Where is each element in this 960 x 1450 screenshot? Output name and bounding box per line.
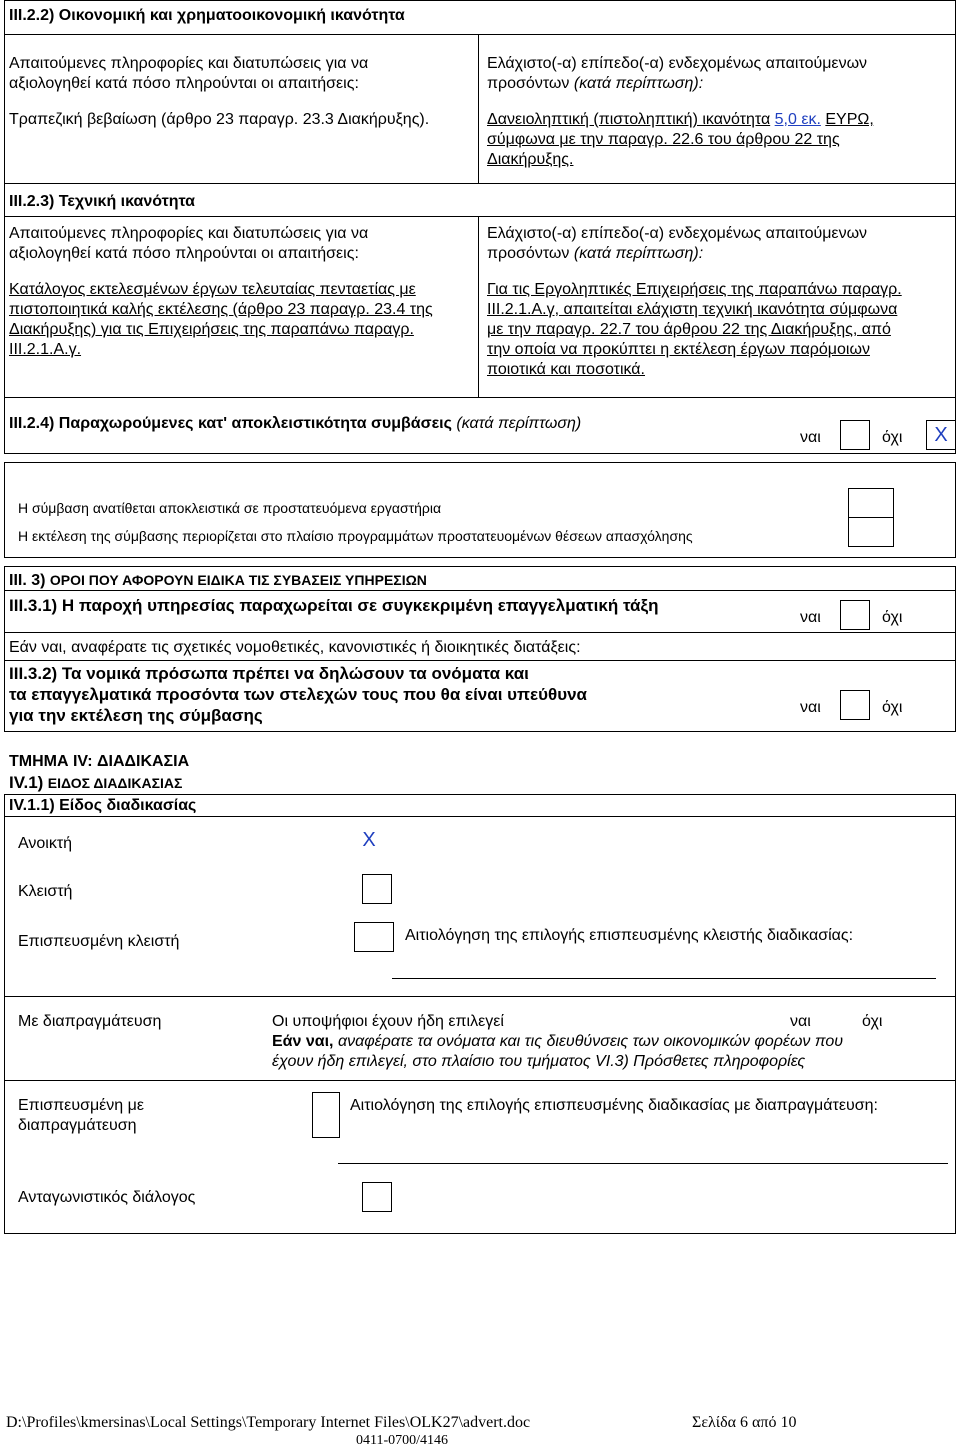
q332-text: III.3.2) Τα νομικά πρόσωπα πρέπει να δηλώσουν τα ονόματα και bbox=[9, 664, 529, 683]
min-level-label: Ελάχιστο(-α) επίπεδο(-α) ενδεχομένως απαιτούμενων bbox=[487, 225, 868, 242]
divider bbox=[4, 632, 956, 633]
technical-capacity-text: με την παραγρ. 22.7 του άρθρου 22 της Διακήρυξης, από bbox=[487, 321, 891, 338]
technical-capacity-text: Για τις Εργοληπτικές Επιχειρήσεις της παραπάνω παραγρ. bbox=[487, 281, 902, 298]
no-label: όχι bbox=[882, 699, 903, 716]
yes-label: ναι bbox=[800, 699, 821, 716]
no-label: όχι bbox=[862, 1013, 883, 1030]
yes-label: ναι bbox=[800, 609, 821, 626]
if-yes-provisions-text: Εάν ναι, αναφέρατε τις σχετικές νομοθετικές, κανονιστικές ή διοικητικές διατάξεις: bbox=[9, 639, 581, 656]
works-list-text: πιστοποιητικά καλής εκτέλεσης (άρθρο 23 παραγρ. 23.4 της bbox=[9, 301, 433, 318]
q332-text: για την εκτέλεση της σύμβασης bbox=[9, 706, 263, 725]
technical-capacity-text: ποιοτικά και ποσοτικά. bbox=[487, 361, 645, 378]
section-4-title: ΤΜΗΜΑ IV: ΔΙΑΔΙΚΑΣΙΑ bbox=[9, 753, 190, 770]
requirements-label: Απαιτούμενες πληροφορίες και διατυπώσεις για να bbox=[9, 225, 369, 242]
divider bbox=[4, 590, 956, 591]
restricted-procedure-checkbox[interactable] bbox=[362, 874, 392, 904]
no-checkbox[interactable]: X bbox=[926, 420, 956, 450]
footer-code: 0411-0700/4146 bbox=[356, 1433, 449, 1448]
open-procedure-label: Ανοικτή bbox=[18, 835, 73, 852]
yes-label: ναι bbox=[790, 1013, 811, 1030]
technical-capacity-text: ΙΙΙ.2.1.Α.γ, απαιτείται ελάχιστη τεχνική ικανότητα σύμφωνα bbox=[487, 301, 898, 318]
workshop-text-1: Η σύμβαση ανατίθεται αποκλειστικά σε προστατευόμενα εργαστήρια bbox=[18, 500, 442, 516]
section-41-heading: IV.1) ΕΙΔΟΣ ΔΙΑΔΙΚΑΣΙΑΣ bbox=[9, 773, 183, 792]
q332-text: τα επαγγελματικά προσόντα των στελεχών τους που θα είναι υπεύθυνα bbox=[9, 685, 587, 704]
borrowing-capacity-text: σύμφωνα με την παραγρ. 22.6 του άρθρου 22 της bbox=[487, 131, 840, 148]
divider bbox=[478, 34, 479, 184]
negotiated-label: Με διαπραγμάτευση bbox=[18, 1013, 162, 1030]
min-level-label: Ελάχιστο(-α) επίπεδο(-α) ενδεχομένως απαιτούμενων bbox=[487, 55, 868, 72]
footer-file-path: D:\Profiles\kmersinas\Local Settings\Temporary Internet Files\OLK27\advert.doc bbox=[6, 1414, 531, 1431]
section-33-heading: III. 3) ΟΡΟΙ ΠΟΥ ΑΦΟΡΟΥΝ ΕΙΔΙΚΑ ΤΙΣ ΣΥΒΑΣΕΙΣ ΥΠΗΡΕΣΙΩΝ bbox=[9, 572, 427, 589]
works-list-text: Διακήρυξης) για τις Επιχειρήσεις της παραπάνω παραγρ. bbox=[9, 321, 414, 338]
bank-certificate-text: Τραπεζική βεβαίωση (άρθρο 23 παραγρ. 23.3 Διακήρυξης). bbox=[9, 111, 430, 128]
technical-capacity-text: την οποία να προκύπτει η εκτέλεση έργων παρόμοιων bbox=[487, 341, 870, 358]
divider bbox=[4, 660, 956, 661]
requirements-label: αξιολογηθεί κατά πόσο πληρούνται οι απαιτήσεις: bbox=[9, 75, 359, 92]
works-list-text: Κατάλογος εκτελεσμένων έργων τελευταίας πενταετίας με bbox=[9, 281, 416, 298]
if-yes-names-text: έχουν ήδη επιλεγεί, στο πλαίσιο του τμήματος VI.3) Πρόσθετες πληροφορίες bbox=[272, 1053, 806, 1070]
if-yes-names-text: Εάν ναι, αναφέρατε τα ονόματα και τις διευθύνσεις των οικονομικών φορέων που bbox=[272, 1033, 844, 1050]
borrowing-capacity-text: Δανειοληπτική (πιστοληπτική) ικανότητα 5,0 εκ. ΕΥΡΩ, bbox=[487, 111, 874, 128]
workshop-checkbox-2[interactable] bbox=[848, 517, 894, 547]
restricted-procedure-label: Κλειστή bbox=[18, 883, 73, 900]
q331-text: III.3.1) Η παροχή υπηρεσίας παραχωρείται σε συγκεκριμένη επαγγελματική τάξη bbox=[9, 596, 659, 615]
q331-yes-checkbox[interactable] bbox=[840, 600, 870, 630]
yes-checkbox[interactable] bbox=[840, 420, 870, 450]
divider bbox=[4, 816, 956, 817]
reason-line bbox=[392, 978, 936, 979]
workshop-text-2: Η εκτέλεση της σύμβασης περιορίζεται στο πλαίσιο προγραμμάτων προστατευομένων θέσεων απασχόλησης bbox=[18, 528, 693, 544]
yes-label: ναι bbox=[800, 429, 821, 446]
footer-page-number: Σελίδα 6 από 10 bbox=[692, 1414, 797, 1431]
accelerated-negotiated-reason: Αιτιολόγηση της επιλογής επισπευσμένης διαδικασίας με διαπραγμάτευση: bbox=[350, 1097, 878, 1114]
competitive-dialogue-label: Ανταγωνιστικός διάλογος bbox=[18, 1189, 196, 1206]
requirements-label: αξιολογηθεί κατά πόσο πληρούνται οι απαιτήσεις: bbox=[9, 245, 359, 262]
section-323-heading: III.2.3) Τεχνική ικανότητα bbox=[9, 193, 196, 210]
divider bbox=[4, 34, 956, 35]
open-procedure-checkbox[interactable]: X bbox=[354, 826, 384, 856]
accelerated-restricted-reason: Αιτιολόγηση της επιλογής επισπευσμένης κλειστής διαδικασίας: bbox=[405, 927, 854, 944]
divider bbox=[4, 216, 956, 217]
accelerated-restricted-checkbox[interactable] bbox=[354, 922, 394, 952]
divider bbox=[4, 996, 956, 997]
requirements-label: Απαιτούμενες πληροφορίες και διατυπώσεις για να bbox=[9, 55, 369, 72]
min-level-label: προσόντων (κατά περίπτωση): bbox=[487, 245, 704, 262]
no-label: όχι bbox=[882, 429, 903, 446]
accelerated-restricted-label: Επισπευσμένη κλειστή bbox=[18, 933, 180, 950]
divider bbox=[478, 216, 479, 398]
reason-line bbox=[338, 1163, 948, 1164]
competitive-dialogue-checkbox[interactable] bbox=[362, 1182, 392, 1212]
q332-yes-checkbox[interactable] bbox=[840, 690, 870, 720]
section-411-heading: IV.1.1) Είδος διαδικασίας bbox=[9, 797, 197, 814]
divider bbox=[4, 1080, 956, 1081]
accelerated-negotiated-label: διαπραγμάτευση bbox=[18, 1117, 137, 1134]
workshop-checkbox-1[interactable] bbox=[848, 488, 894, 518]
section-322-heading: III.2.2) Οικονομική και χρηματοοικονομική ικανότητα bbox=[9, 7, 405, 24]
no-label: όχι bbox=[882, 609, 903, 626]
borrowing-capacity-text: Διακήρυξης. bbox=[487, 151, 574, 168]
min-level-label: προσόντων (κατά περίπτωση): bbox=[487, 75, 704, 92]
section-324-heading: III.2.4) Παραχωρούμενες κατ' αποκλειστικότητα συμβάσεις (κατά περίπτωση) bbox=[9, 415, 582, 432]
works-list-text: ΙΙΙ.2.1.Α.γ. bbox=[9, 341, 82, 358]
accelerated-negotiated-checkbox[interactable] bbox=[312, 1092, 340, 1138]
accelerated-negotiated-label: Επισπευσμένη με bbox=[18, 1097, 144, 1114]
candidates-selected-text: Οι υποψήφιοι έχουν ήδη επιλεγεί bbox=[272, 1013, 504, 1030]
